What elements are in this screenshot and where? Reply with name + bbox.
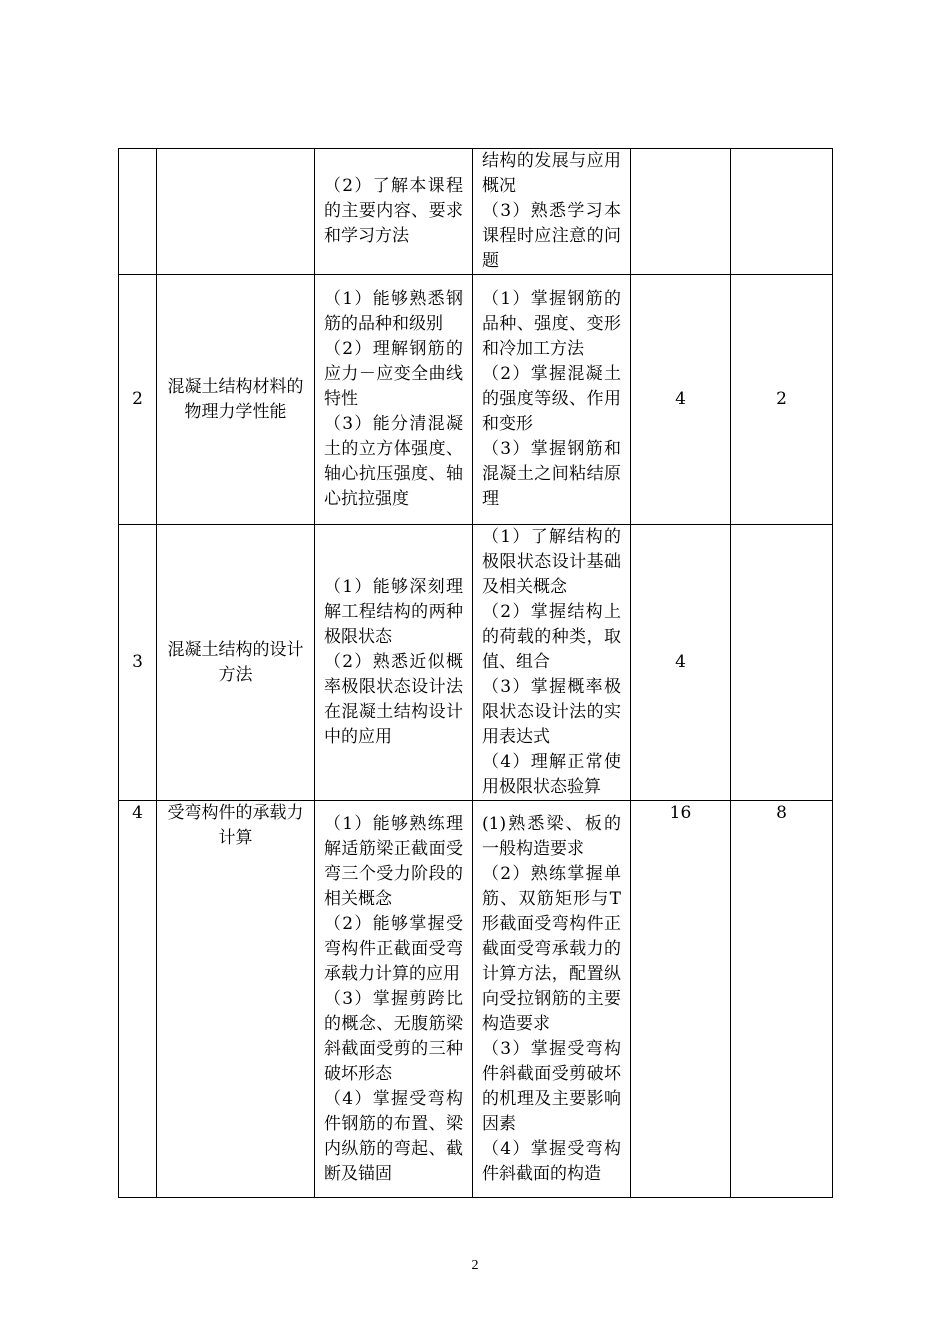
row-number: 2	[119, 275, 157, 525]
knowledge-item: 结构的发展与应用概况	[482, 151, 621, 196]
ability-cell	[315, 275, 473, 525]
table-row	[119, 149, 833, 275]
knowledge-cell	[473, 525, 631, 801]
lecture-hours: 16	[631, 801, 731, 1198]
topic-cell	[157, 149, 315, 275]
ability-item: （2）了解本课程的主要内容、要求和学习方法	[324, 176, 463, 246]
topic-cell: 混凝土结构材料的物理力学性能	[157, 275, 315, 525]
ability-cell	[315, 525, 473, 801]
row-number: 4	[119, 801, 157, 1198]
knowledge-item: （4）掌握受弯构件斜截面的构造	[482, 1138, 621, 1184]
ability-item: （2）能够掌握受弯构件正截面受弯承载力计算的应用	[324, 913, 463, 984]
knowledge-item: （2）掌握结构上的荷载的种类，取值、组合	[482, 602, 621, 672]
knowledge-item: （1）了解结构的极限状态设计基础及相关概念	[482, 527, 621, 597]
lecture-hours	[631, 149, 731, 275]
page-number: 2	[471, 1258, 479, 1273]
knowledge-item: (1)熟悉梁、板的一般构造要求	[482, 813, 621, 859]
knowledge-item: （2）掌握混凝土的强度等级、作用和变形	[482, 364, 621, 434]
course-content-table	[118, 148, 833, 1198]
row-number	[119, 149, 157, 275]
table-row	[119, 275, 833, 525]
ability-item: （1）能够深刻理解工程结构的两种极限状态	[324, 577, 463, 647]
ability-item: （3）能分清混凝土的立方体强度、轴心抗压强度、轴心抗拉强度	[324, 414, 463, 509]
knowledge-item: （4）理解正常使用极限状态验算	[482, 752, 621, 797]
knowledge-item: （3）熟悉学习本课程时应注意的问题	[482, 201, 621, 271]
knowledge-item: （2）熟练掌握单筋、双筋矩形与T形截面受弯构件正截面受弯承载力的计算方法，配置纵向受拉钢筋的主要构造要求	[482, 863, 621, 1034]
ability-item: （3）掌握剪跨比的概念、无腹筋梁斜截面受剪的三种破坏形态	[324, 988, 463, 1084]
knowledge-item: （3）掌握钢筋和混凝土之间粘结原理	[482, 439, 621, 509]
ability-item: （1）能够熟练理解适筋梁正截面受弯三个受力阶段的相关概念	[324, 813, 463, 909]
knowledge-item: （1）掌握钢筋的品种、强度、变形和冷加工方法	[482, 289, 621, 359]
lecture-hours: 4	[631, 525, 731, 801]
knowledge-cell	[473, 275, 631, 525]
practice-hours	[731, 149, 833, 275]
ability-item: （2）熟悉近似概率极限状态设计法在混凝土结构设计中的应用	[324, 652, 463, 747]
ability-cell	[315, 149, 473, 275]
knowledge-item: （3）掌握受弯构件斜截面受剪破坏的机理及主要影响因素	[482, 1038, 621, 1134]
ability-cell	[315, 801, 473, 1198]
table-row	[119, 801, 833, 1198]
knowledge-item: （3）掌握概率极限状态设计法的实用表达式	[482, 677, 621, 747]
knowledge-cell	[473, 149, 631, 275]
lecture-hours: 4	[631, 275, 731, 525]
practice-hours: 8	[731, 801, 833, 1198]
topic-cell: 混凝土结构的设计方法	[157, 525, 315, 801]
practice-hours: 2	[731, 275, 833, 525]
ability-item: （1）能够熟悉钢筋的品种和级别	[324, 289, 463, 334]
row-number: 3	[119, 525, 157, 801]
knowledge-cell	[473, 801, 631, 1198]
topic-cell: 受弯构件的承载力计算	[157, 801, 315, 1198]
ability-item: （4）掌握受弯构件钢筋的布置、梁内纵筋的弯起、截断及锚固	[324, 1088, 463, 1184]
practice-hours	[731, 525, 833, 801]
ability-item: （2）理解钢筋的应力－应变全曲线特性	[324, 339, 463, 409]
table-row	[119, 525, 833, 801]
